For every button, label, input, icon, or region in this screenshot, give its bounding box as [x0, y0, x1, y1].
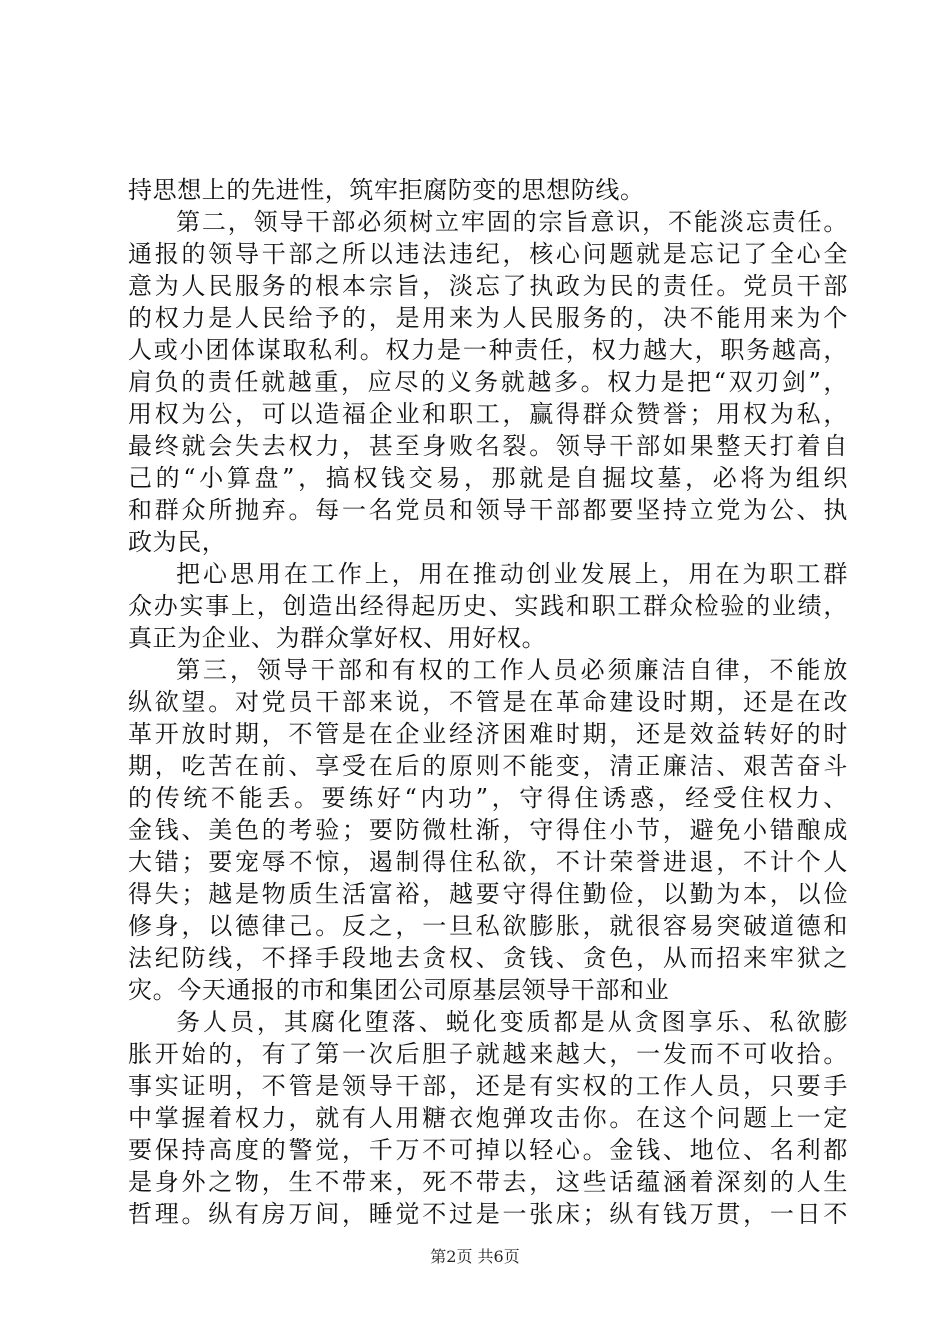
text-line: 灾。今天通报的市和集团公司原基层领导干部和业 [128, 976, 670, 1004]
text-line: 众办实事上，创造出经得起历史、实践和职工群众检验的业绩， [128, 592, 848, 620]
text-line: 和群众所抛弃。每一名党员和领导干部都要坚持立党为公、执 [128, 496, 848, 524]
text-line: 真正为企业、为群众掌好权、用好权。 [128, 624, 547, 652]
text-line: 大错；要宠辱不惊，遏制得住私欲，不计荣誉进退，不计个人 [128, 848, 848, 876]
text-line: 要保持高度的警觉，千万不可掉以轻心。金钱、地位、名利都 [128, 1136, 848, 1164]
text-line: 第二，领导干部必须树立牢固的宗旨意识，不能淡忘责任。 [176, 208, 848, 236]
text-line: 金钱、美色的考验；要防微杜渐，守得住小节，避免小错酿成 [128, 816, 848, 844]
text-line: 革开放时期，不管是在企业经济困难时期，还是效益转好的时 [128, 720, 848, 748]
text-line: 是身外之物，生不带来，死不带去，这些话蕴涵着深刻的人生 [128, 1168, 848, 1196]
text-line: 法纪防线，不择手段地去贪权、贪钱、贪色，从而招来牢狱之 [128, 944, 848, 972]
text-line: 把心思用在工作上，用在推动创业发展上，用在为职工群 [176, 560, 848, 588]
text-line: 事实证明，不管是领导干部，还是有实权的工作人员，只要手 [128, 1072, 848, 1100]
text-line: 己的“小算盘”，搞权钱交易，那就是自掘坟墓，必将为组织 [128, 464, 848, 492]
text-line: 胀开始的，有了第一次后胆子就越来越大，一发而不可收拾。 [128, 1040, 848, 1068]
text-line: 中掌握着权力，就有人用糖衣炮弹攻击你。在这个问题上一定 [128, 1104, 848, 1132]
body-text [128, 174, 848, 1230]
text-line: 第三，领导干部和有权的工作人员必须廉洁自律，不能放 [176, 656, 848, 684]
text-line: 的权力是人民给予的，是用来为人民服务的，决不能用来为个 [128, 304, 848, 332]
text-line: 用权为公，可以造福企业和职工，赢得群众赞誉；用权为私， [128, 400, 848, 428]
text-line: 最终就会失去权力，甚至身败名裂。领导干部如果整天打着自 [128, 432, 848, 460]
text-line: 肩负的责任就越重，应尽的义务就越多。权力是把“双刃剑”， [128, 368, 848, 396]
text-line: 哲理。纵有房万间，睡觉不过是一张床；纵有钱万贯，一日不 [128, 1200, 848, 1228]
text-line: 得失；越是物质生活富裕，越要守得住勤俭，以勤为本，以俭 [128, 880, 848, 908]
text-line: 修身，以德律己。反之，一旦私欲膨胀，就很容易突破道德和 [128, 912, 848, 940]
text-line: 纵欲望。对党员干部来说，不管是在革命建设时期，还是在改 [128, 688, 848, 716]
text-line: 务人员，其腐化堕落、蜕化变质都是从贪图享乐、私欲膨 [176, 1008, 848, 1036]
text-line: 意为人民服务的根本宗旨，淡忘了执政为民的责任。党员干部 [128, 272, 848, 300]
page-footer: 第2页 共6页 [430, 1247, 520, 1266]
text-line: 人或小团体谋取私利。权力是一种责任，权力越大，职务越高， [128, 336, 848, 364]
text-line: 期，吃苦在前、享受在后的原则不能变，清正廉洁、艰苦奋斗 [128, 752, 848, 780]
text-line: 持思想上的先进性，筑牢拒腐防变的思想防线。 [128, 176, 645, 204]
text-line: 通报的领导干部之所以违法违纪，核心问题就是忘记了全心全 [128, 240, 848, 268]
text-line: 政为民， [128, 528, 227, 556]
text-line: 的传统不能丢。要练好“内功”，守得住诱惑，经受住权力、 [128, 784, 848, 812]
